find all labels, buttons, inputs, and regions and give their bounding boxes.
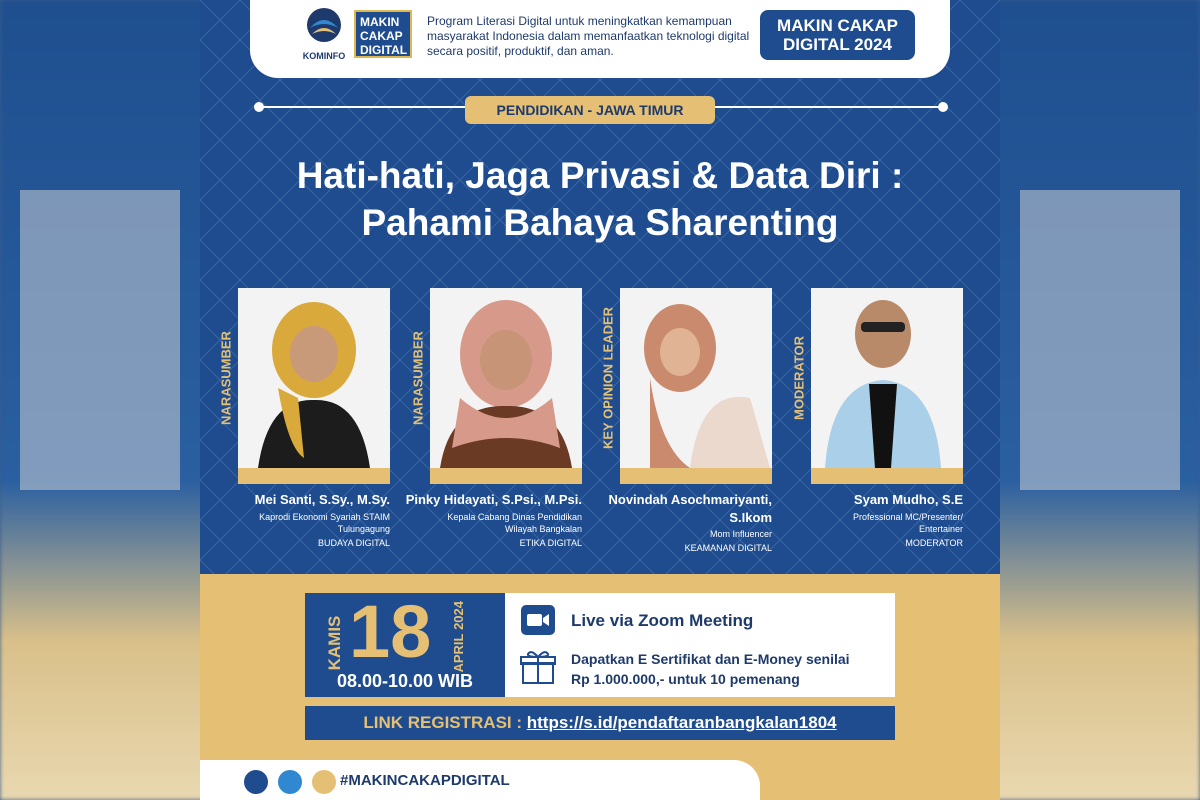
speaker-photo <box>811 288 963 468</box>
speaker-portrait-icon <box>238 288 390 468</box>
kominfo-logo <box>298 6 350 61</box>
speaker-name: Mei Santi, S.Sy., M.Sy. <box>254 492 390 507</box>
speaker-title: Professional MC/Presenter/ <box>852 512 963 522</box>
logo-line-2: CAKAP <box>360 29 403 43</box>
blurred-right-card <box>1020 190 1180 490</box>
registration-bar <box>305 706 895 740</box>
header-card <box>250 0 950 78</box>
month-year <box>451 601 466 673</box>
speaker-topic: ETIKA DIGITAL <box>519 538 582 548</box>
logo-line-1: MAKIN <box>360 15 400 29</box>
year-label: 2024 <box>451 601 466 630</box>
photo-underline <box>620 468 772 484</box>
speaker-role: NARASUMBER <box>410 331 426 425</box>
registration-link[interactable]: https://s.id/pendaftaranbangkalan1804 <box>526 713 837 732</box>
badge-line-2: DIGITAL 2024 <box>783 35 892 54</box>
speaker-title: Entertainer <box>918 524 963 534</box>
speaker-title: Mom Influencer <box>709 529 772 539</box>
speaker-topic: BUDAYA DIGITAL <box>317 538 390 548</box>
program-description: Program Literasi Digital untuk meningkatkan kemampuan masyarakat Indonesia dalam memanfaatkan teknologi digital secara positif, produktif, dan aman. <box>427 14 750 58</box>
speaker-name-suffix: S.Ikom <box>729 510 772 525</box>
badge-line-1: MAKIN CAKAP <box>777 16 898 35</box>
category-label: PENDIDIKAN - JAWA TIMUR <box>465 96 715 124</box>
photo-underline <box>430 468 582 484</box>
registration-label: LINK REGISTRASI : <box>363 713 527 732</box>
speaker-title: Kepala Cabang Dinas Pendidikan <box>447 512 582 522</box>
divider-dot-right <box>938 102 948 112</box>
speaker-name: Syam Mudho, S.E <box>853 492 963 507</box>
speaker-portrait-icon <box>620 288 772 468</box>
footer-bar <box>200 760 760 800</box>
reward-text <box>571 649 891 689</box>
blue-dot-icon <box>278 770 302 794</box>
speaker-title: Tulungagung <box>337 524 390 534</box>
reward-line-1: Dapatkan E Sertifikat dan E-Money senilai <box>571 651 850 667</box>
reward-line-2: Rp 1.000.000,- untuk 10 pemenang <box>571 671 800 687</box>
info-box <box>505 593 895 697</box>
makin-cakap-digital-logo <box>354 10 412 58</box>
navy-dot-icon <box>244 770 268 794</box>
speaker-photo <box>238 288 390 468</box>
month-label: APRIL <box>451 633 466 673</box>
program-badge <box>760 10 915 60</box>
photo-underline <box>811 468 963 484</box>
speaker-role: MODERATOR <box>791 335 807 421</box>
speaker-portrait-icon <box>811 288 963 468</box>
video-camera-icon <box>521 605 555 635</box>
speaker-photo <box>620 288 772 468</box>
date-box <box>305 590 505 697</box>
speaker-topic: KEAMANAN DIGITAL <box>684 543 772 553</box>
speaker-topic: MODERATOR <box>905 538 963 548</box>
blurred-left-card <box>20 190 180 490</box>
speaker-title: Kaprodi Ekonomi Syariah STAIM <box>259 512 390 522</box>
weekday-label: KAMIS <box>325 615 344 671</box>
speaker-name: Pinky Hidayati, S.Psi., M.Psi. <box>405 492 582 507</box>
speaker-photo <box>430 288 582 468</box>
event-poster <box>200 0 1000 800</box>
speaker-name: Novindah Asochmariyanti, <box>608 492 772 507</box>
speaker-role: NARASUMBER <box>218 331 234 425</box>
gold-dot-icon <box>312 770 336 794</box>
title-line-2: Pahami Bahaya Sharenting <box>361 202 839 243</box>
divider-dot-left <box>254 102 264 112</box>
kominfo-label: KOMINFO <box>302 51 346 61</box>
kominfo-emblem-icon <box>302 6 346 44</box>
photo-underline <box>238 468 390 484</box>
speaker-portrait-icon <box>430 288 582 468</box>
event-time: 08.00-10.00 WIB <box>336 671 474 691</box>
gift-icon <box>519 647 557 685</box>
logo-line-3: DIGITAL <box>360 43 408 57</box>
title-line-1: Hati-hati, Jaga Privasi & Data Diri : <box>296 155 904 196</box>
event-title <box>230 152 970 246</box>
speaker-title: Wilayah Bangkalan <box>504 524 582 534</box>
platform-label: Live via Zoom Meeting <box>571 611 754 630</box>
speaker-role: KEY OPINION LEADER <box>600 306 616 450</box>
day-number: 18 <box>349 590 432 673</box>
hashtag: #MAKINCAKAPDIGITAL <box>340 772 510 789</box>
